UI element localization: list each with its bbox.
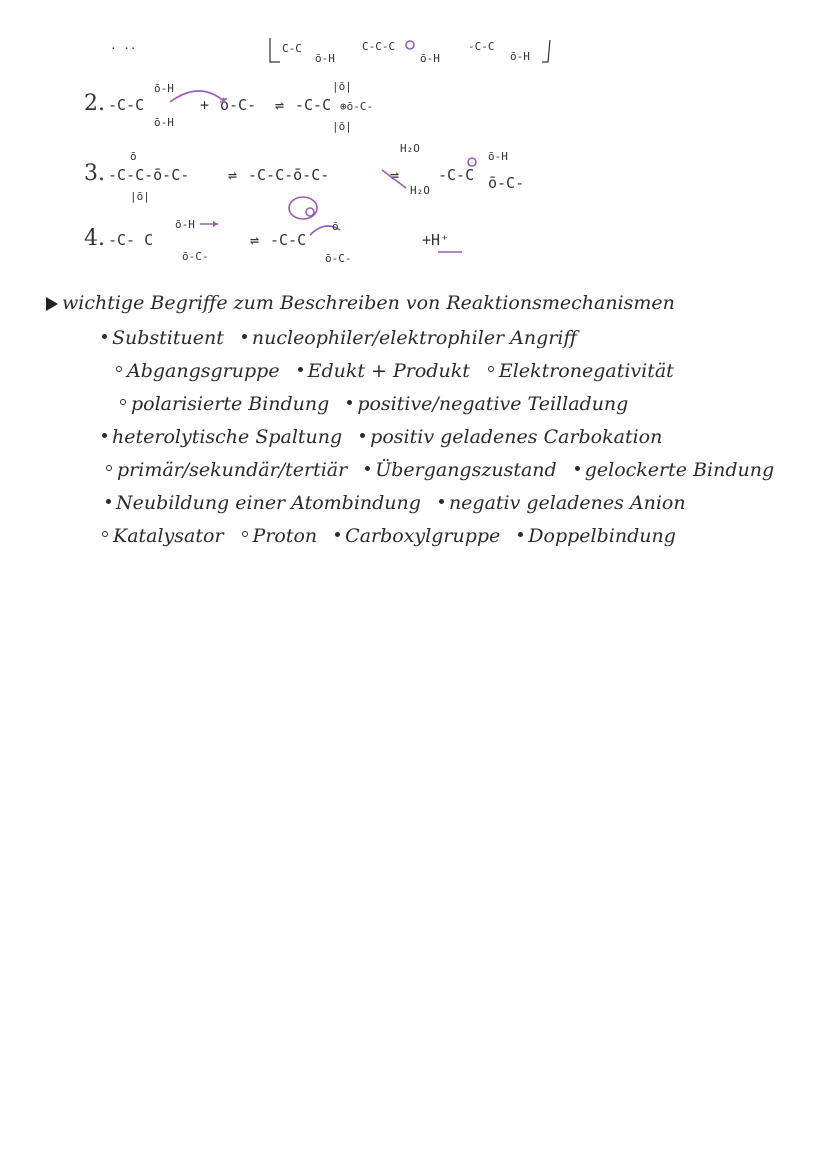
term-item bbox=[575, 454, 774, 487]
step-1-fragment bbox=[110, 38, 550, 65]
bullet-dot-icon bbox=[298, 367, 303, 372]
term-item bbox=[488, 355, 674, 388]
bullet-dot-icon bbox=[116, 366, 122, 372]
term-item bbox=[102, 322, 224, 355]
bullet-dot-icon bbox=[242, 531, 248, 537]
svg-text:C-C-C: C-C-C bbox=[362, 40, 396, 53]
proton-product: +H⁺ bbox=[422, 231, 450, 249]
bullet-dot-icon bbox=[575, 466, 580, 471]
term-text: primär/sekundär/tertiär bbox=[117, 459, 348, 481]
term-item bbox=[106, 487, 421, 520]
term-text: gelockerte Bindung bbox=[584, 459, 775, 481]
term-text: nucleophiler/elektrophiler Angriff bbox=[251, 327, 577, 349]
term-text: Carboxylgruppe bbox=[345, 525, 501, 547]
svg-text:· ··: · ·· bbox=[110, 42, 137, 55]
terms-list bbox=[46, 322, 786, 553]
step-3-number: 3. bbox=[84, 161, 105, 186]
term-item bbox=[116, 355, 280, 388]
term-text: Übergangszustand bbox=[375, 459, 557, 481]
step-2-number: 2. bbox=[84, 91, 105, 116]
terms-row bbox=[46, 520, 786, 553]
bullet-dot-icon bbox=[365, 466, 370, 471]
reaction-mechanism-scheme bbox=[70, 30, 590, 275]
svg-text:-C-C-ō-C-: -C-C-ō-C- bbox=[108, 166, 190, 184]
svg-text:ō-H: ō-H bbox=[488, 150, 508, 163]
term-text: Doppelbindung bbox=[528, 525, 676, 547]
terms-heading-row bbox=[46, 292, 786, 314]
terms-row bbox=[46, 487, 786, 520]
term-text: negativ geladenes Anion bbox=[448, 492, 686, 514]
svg-text:ō-H: ō-H bbox=[510, 50, 530, 63]
svg-text:ō-H: ō-H bbox=[175, 218, 195, 231]
term-item bbox=[365, 454, 557, 487]
svg-text:⇌: ⇌ bbox=[228, 166, 238, 184]
bullet-dot-icon bbox=[102, 433, 107, 438]
svg-text:+: + bbox=[200, 96, 210, 114]
bullet-dot-icon bbox=[347, 400, 352, 405]
term-text: Neubildung einer Atombindung bbox=[116, 492, 421, 514]
bullet-dot-icon bbox=[120, 399, 126, 405]
bullet-dot-icon bbox=[439, 499, 444, 504]
term-text: Edukt + Produkt bbox=[307, 360, 470, 382]
bullet-dot-icon bbox=[102, 531, 108, 537]
bullet-dot-icon bbox=[360, 433, 365, 438]
term-item bbox=[439, 487, 686, 520]
terms-row bbox=[46, 355, 786, 388]
term-item bbox=[106, 454, 347, 487]
svg-text:ō: ō bbox=[130, 150, 137, 163]
terms-heading: wichtige Begriffe zum Beschreiben von Reaktionsmechanismen bbox=[62, 292, 675, 314]
term-text: Katalysator bbox=[113, 525, 224, 547]
svg-text:-C-C: -C-C bbox=[108, 96, 145, 114]
term-item bbox=[360, 421, 662, 454]
svg-text:|ō|: |ō| bbox=[130, 190, 150, 203]
term-text: positiv geladenes Carbokation bbox=[370, 426, 663, 448]
svg-text:ō-H: ō-H bbox=[154, 82, 174, 95]
term-item bbox=[102, 520, 224, 553]
bullet-dot-icon bbox=[518, 532, 523, 537]
bullet-dot-icon bbox=[335, 532, 340, 537]
term-item bbox=[298, 355, 470, 388]
step-4-number: 4. bbox=[84, 226, 105, 251]
svg-text:-C-C: -C-C bbox=[438, 166, 475, 184]
svg-text:-C-C: -C-C bbox=[295, 96, 332, 114]
step-2 bbox=[84, 80, 373, 133]
svg-text:ō-H: ō-H bbox=[154, 116, 174, 129]
term-item bbox=[518, 520, 676, 553]
svg-text:-C-C: -C-C bbox=[270, 231, 307, 249]
term-item bbox=[335, 520, 500, 553]
svg-text:|ō|: |ō| bbox=[332, 120, 352, 133]
triangle-bullet-icon bbox=[46, 297, 58, 311]
term-item bbox=[102, 421, 342, 454]
svg-text:ō-H: ō-H bbox=[420, 52, 440, 65]
svg-text:ō-C-: ō-C- bbox=[488, 174, 525, 192]
term-text: Substituent bbox=[112, 327, 224, 349]
svg-text:⇌: ⇌ bbox=[275, 96, 285, 114]
svg-text:C-C: C-C bbox=[282, 42, 302, 55]
water-label-top: H₂O bbox=[400, 142, 420, 155]
svg-text:-C-C: -C-C bbox=[468, 40, 495, 53]
terms-row bbox=[46, 454, 786, 487]
term-item bbox=[242, 520, 318, 553]
term-item bbox=[120, 388, 329, 421]
bullet-dot-icon bbox=[102, 334, 107, 339]
bullet-dot-icon bbox=[106, 465, 112, 471]
terms-row bbox=[46, 322, 786, 355]
term-text: Abgangsgruppe bbox=[127, 360, 280, 382]
svg-text:H₂O: H₂O bbox=[410, 184, 430, 197]
svg-text:ō: ō bbox=[332, 220, 339, 233]
term-text: positive/negative Teilladung bbox=[357, 393, 629, 415]
bullet-dot-icon bbox=[488, 366, 494, 372]
bullet-dot-icon bbox=[242, 334, 247, 339]
svg-text:-C- C: -C- C bbox=[108, 231, 154, 249]
svg-text:⇌: ⇌ bbox=[250, 231, 260, 249]
term-text: heterolytische Spaltung bbox=[112, 426, 343, 448]
important-terms-section bbox=[46, 292, 786, 553]
step-4 bbox=[84, 218, 462, 265]
term-item bbox=[242, 322, 577, 355]
bullet-dot-icon bbox=[106, 499, 111, 504]
term-text: Proton bbox=[252, 525, 318, 547]
term-item bbox=[347, 388, 628, 421]
terms-row bbox=[46, 421, 786, 454]
step-3 bbox=[84, 142, 524, 219]
svg-text:⇌: ⇌ bbox=[390, 166, 400, 184]
svg-text:ō-C-: ō-C- bbox=[220, 96, 257, 114]
svg-text:ō-C-: ō-C- bbox=[182, 250, 209, 263]
svg-text:ō-C-: ō-C- bbox=[325, 252, 352, 265]
svg-text:|ō|: |ō| bbox=[332, 80, 352, 93]
svg-text:⊕ō-C-: ⊕ō-C- bbox=[340, 100, 374, 113]
terms-row bbox=[46, 388, 786, 421]
term-text: polarisierte Bindung bbox=[131, 393, 330, 415]
svg-text:ō-H: ō-H bbox=[315, 52, 335, 65]
svg-text:-C-C-ō-C-: -C-C-ō-C- bbox=[248, 166, 330, 184]
term-text: Elektronegativität bbox=[498, 360, 674, 382]
